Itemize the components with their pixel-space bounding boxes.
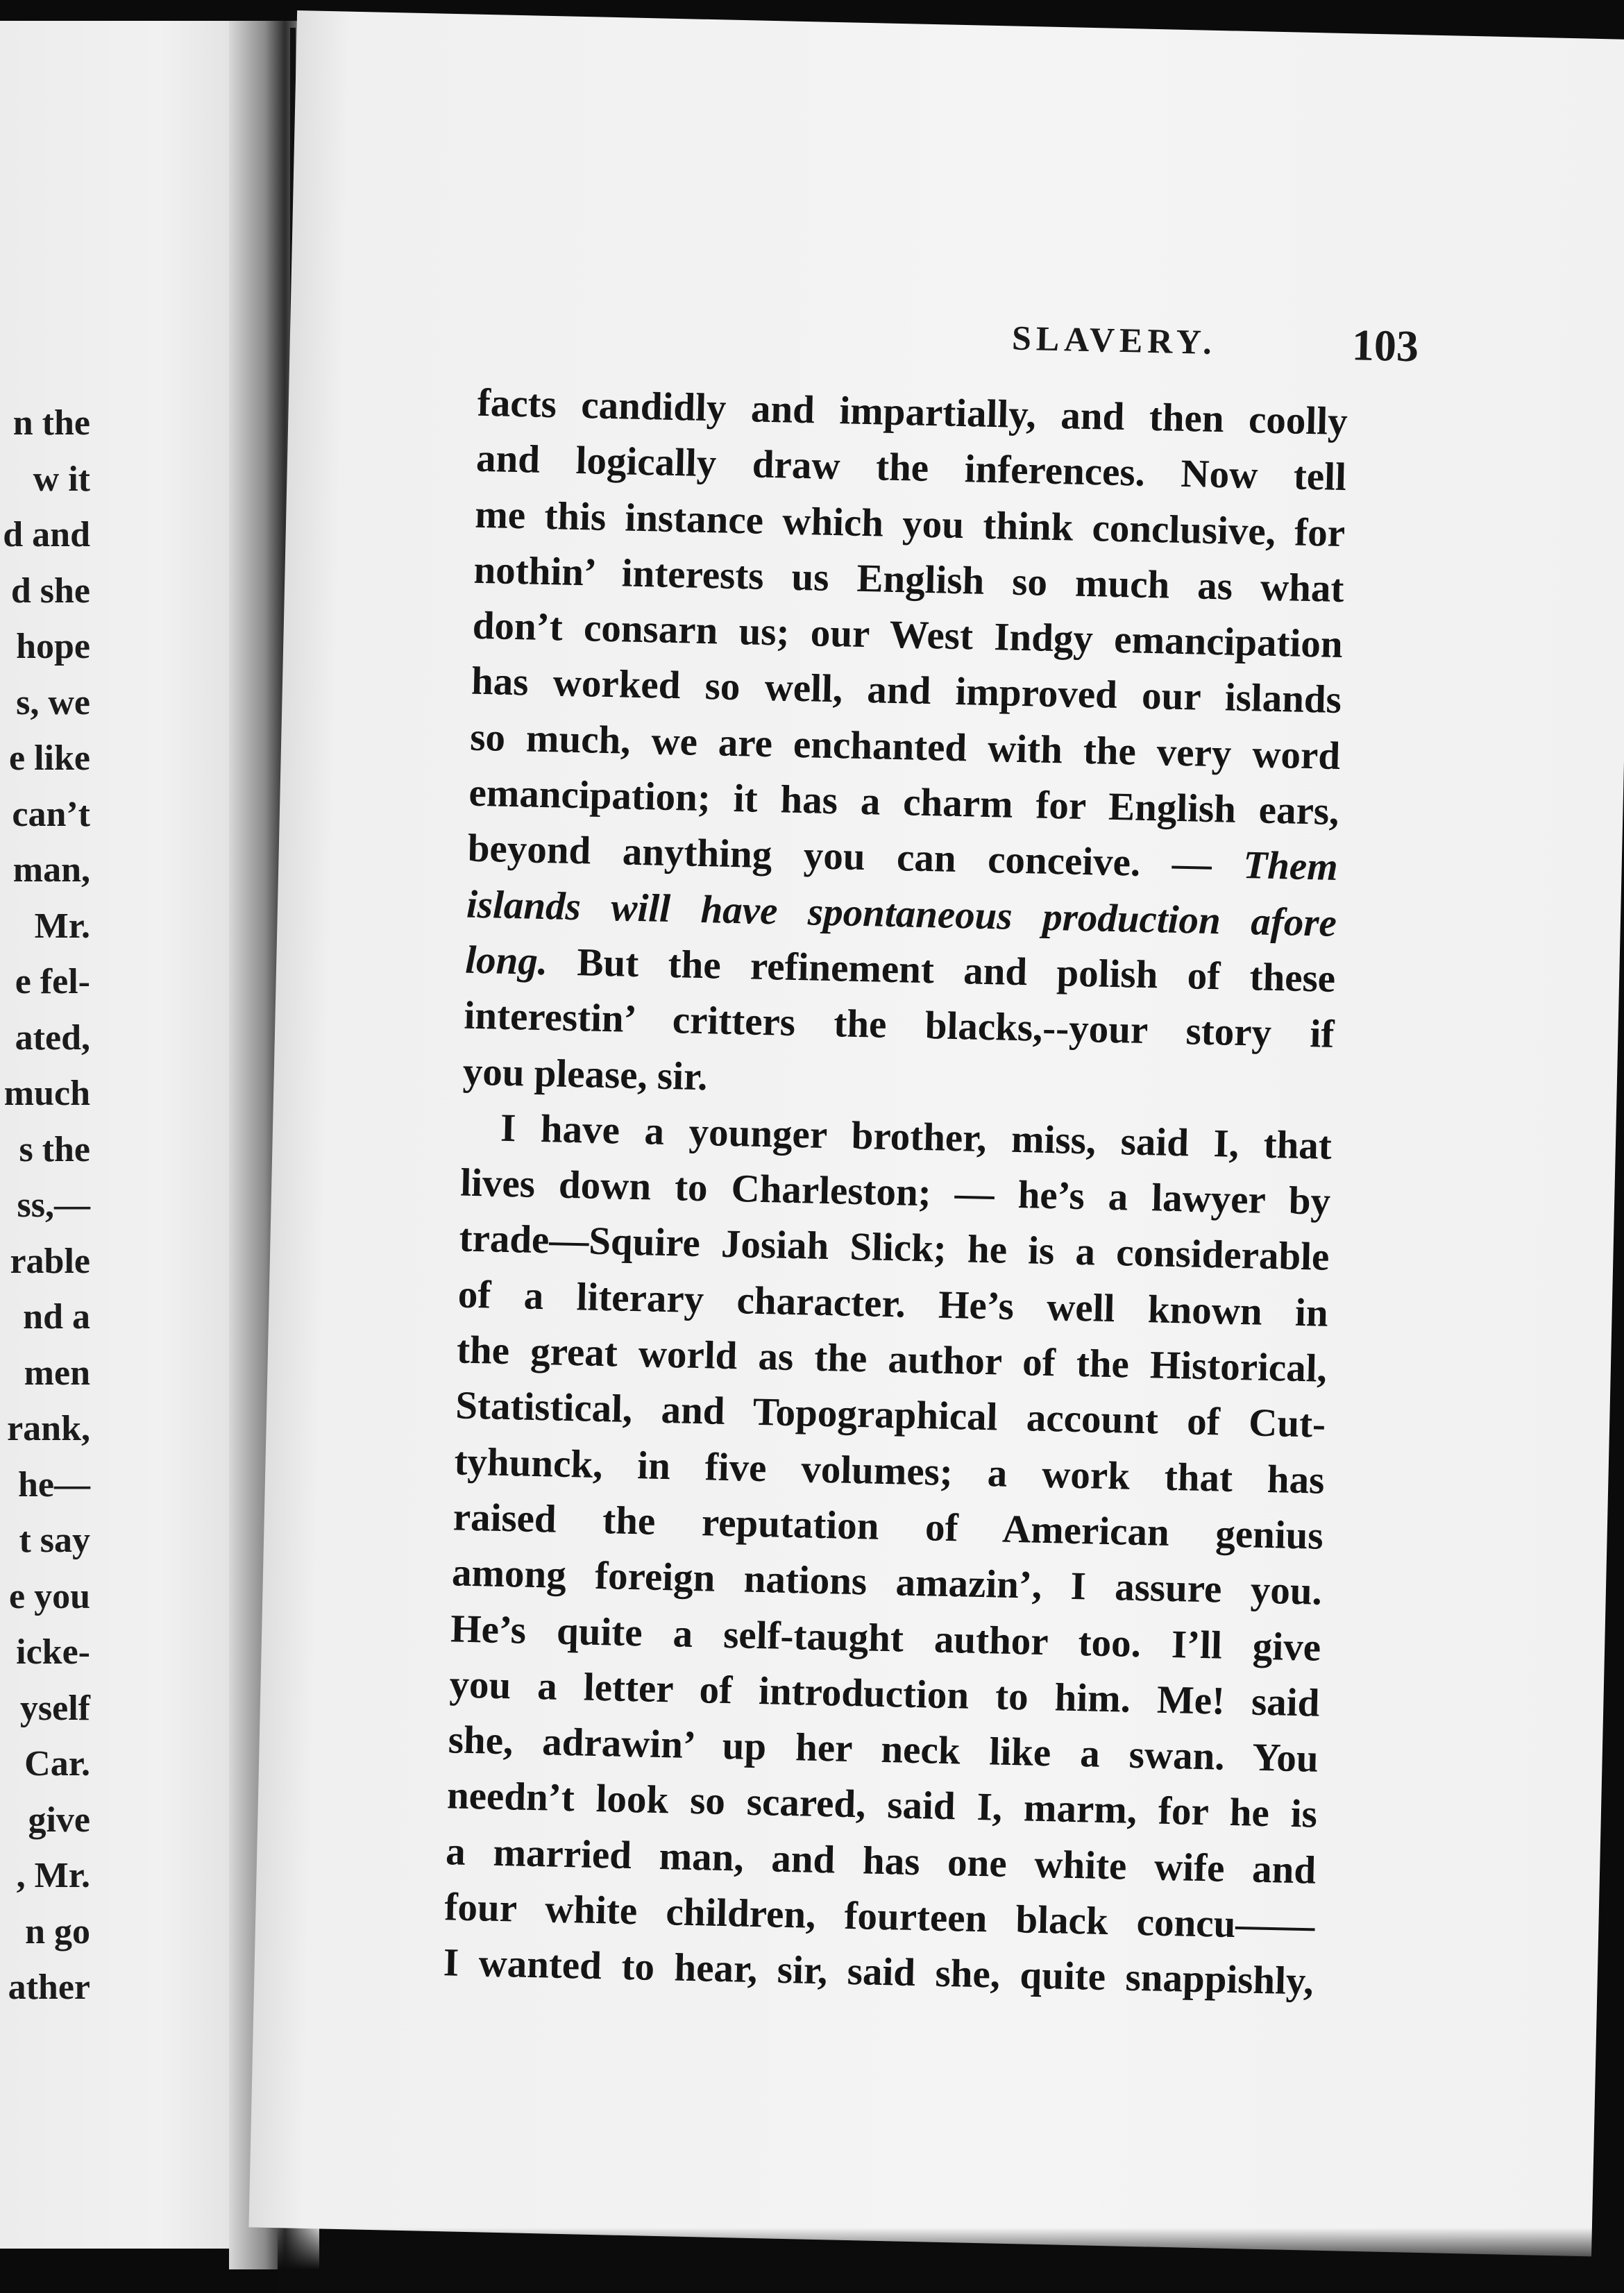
left-page-line: n the (12, 403, 90, 443)
text-segment: nothin’ interests us English so much as what (473, 548, 1345, 611)
text-segment: of a literary character. He’s well known in (457, 1272, 1329, 1335)
text-segment: and logically draw the inferences. Now tell (475, 437, 1347, 500)
left-page-line: d and (3, 515, 90, 555)
left-page-line: n go (25, 1911, 90, 1952)
left-page-line: men (24, 1353, 90, 1393)
text-segment: tyhunck, in five volumes; a work that has (453, 1439, 1325, 1503)
text-segment: the great world as the author of the Historical, (456, 1328, 1328, 1391)
text-segment: I have a younger brother, miss, said I, that (500, 1106, 1333, 1168)
text-segment: you a letter of introduction to him. Me! said (448, 1662, 1320, 1725)
left-page-line: ss,— (17, 1185, 90, 1225)
text-segment: facts candidly and impartially, and then coolly (477, 380, 1348, 444)
running-head: SLAVERY. (1011, 318, 1217, 362)
left-page-text-fragments (0, 396, 90, 2016)
text-segment: has worked so well, and improved our islands (471, 659, 1342, 722)
text-segment: don’t consarn us; our West Indgy emancipation (472, 603, 1344, 667)
left-page-line: rank, (7, 1409, 90, 1448)
text-segment: But the refinement and polish of these (547, 940, 1336, 1001)
bottom-shadow (278, 2228, 1624, 2293)
left-page-line: nd a (23, 1297, 90, 1337)
left-page-line: Car. (24, 1744, 90, 1784)
text-segment: four white children, fourteen black concu—— (443, 1885, 1315, 1948)
left-page-line: , Mr. (16, 1856, 90, 1895)
text-segment: needn’t look so scared, said I, marm, for he is (446, 1773, 1318, 1837)
italic-text: islands will have spontaneous production afore (466, 882, 1337, 945)
left-page-line: he— (18, 1464, 90, 1505)
left-page-line: t say (19, 1521, 90, 1560)
text-segment: interestin’ critters the blacks,--your story if (463, 993, 1335, 1057)
left-page-line: e like (9, 738, 90, 778)
text-segment: me this instance which you think conclusive, for (474, 492, 1346, 555)
left-page-line: s the (19, 1129, 90, 1169)
left-page-line: w it (33, 459, 90, 499)
text-segment: emancipation; it has a charm for English ears, (468, 770, 1340, 834)
text-segment: a married man, and has one white wife and (445, 1829, 1317, 1893)
left-page-line: ather (8, 1968, 90, 2007)
left-page-line: yself (19, 1688, 90, 1728)
left-page-line: man, (12, 850, 90, 890)
left-page-line: hope (16, 627, 90, 666)
text-segment: He’s quite a self-taught author too. I’ll give (450, 1606, 1321, 1670)
italic-text: Them (1242, 843, 1339, 890)
left-page-line: icke- (16, 1632, 90, 1672)
left-page-line: rable (10, 1241, 90, 1281)
text-segment: so much, we are enchanted with the very word (469, 715, 1341, 778)
text-segment: trade—Squire Josiah Slick; he is a considerable (458, 1216, 1330, 1280)
page-number: 103 (1351, 320, 1419, 371)
left-page-line: ated, (15, 1017, 90, 1058)
text-segment: I wanted to hear, sir, said she, quite snappishly, (443, 1940, 1314, 2004)
left-page-line: Mr. (34, 906, 90, 946)
text-segment: Statistical, and Topographical account of Cut- (455, 1383, 1326, 1447)
left-page-line: e you (9, 1576, 90, 1616)
text-segment: beyond anything you can conceive. — (467, 827, 1244, 888)
left-page-line: much (3, 1074, 90, 1113)
left-page-line: give (28, 1800, 90, 1840)
text-segment: raised the reputation of American genius (452, 1495, 1324, 1558)
text-segment: you please, sir. (462, 1049, 709, 1099)
left-page-line: e fel- (15, 962, 90, 1001)
left-page-line: can’t (12, 794, 90, 834)
right-page (248, 10, 1624, 2256)
left-page-line: s, we (16, 682, 90, 722)
italic-text: long. (464, 938, 548, 984)
text-segment: she, adrawin’ up her neck like a swan. You (448, 1718, 1319, 1781)
text-segment: lives down to Charleston; — he’s a lawyer by (459, 1160, 1331, 1224)
body-text (443, 375, 1348, 2010)
text-segment: among foreign nations amazin’, I assure you. (451, 1550, 1323, 1614)
left-page-line: d she (10, 570, 90, 611)
